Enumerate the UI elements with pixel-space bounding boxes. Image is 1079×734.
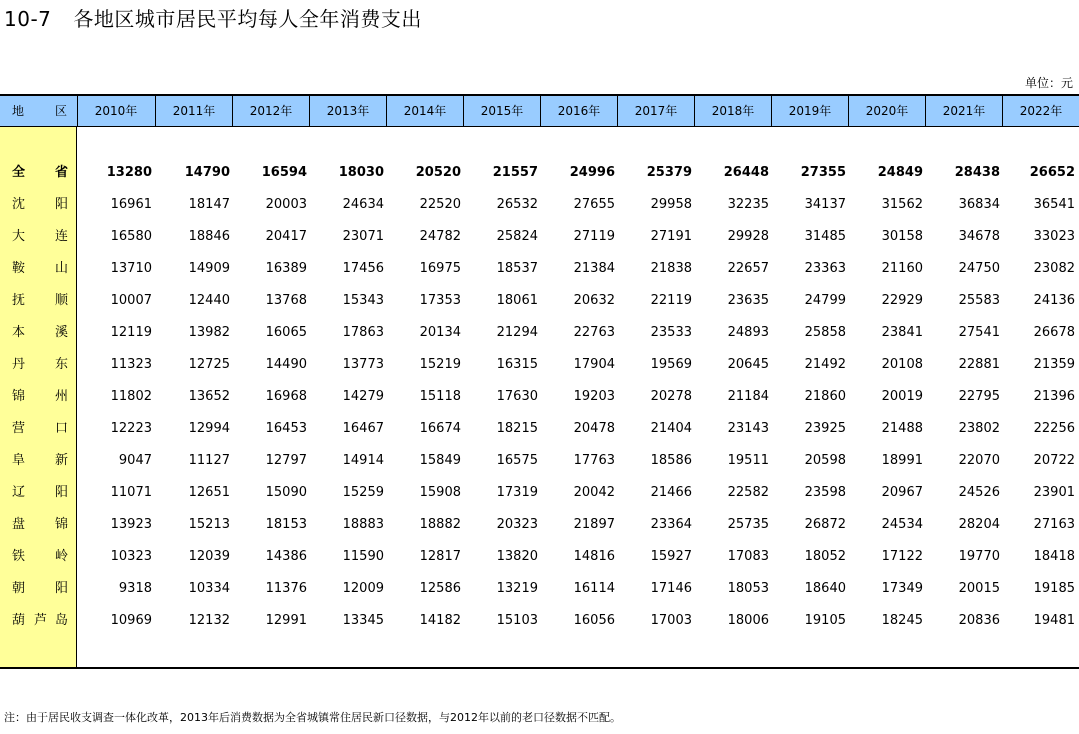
value-cell: 16961: [110, 197, 152, 212]
region-name-char: 连: [55, 229, 69, 244]
value-cell: 25583: [958, 293, 1000, 308]
value-cell: 17003: [650, 613, 692, 628]
value-cell: 23841: [881, 325, 923, 340]
value-cell: 17863: [342, 325, 384, 340]
value-cell: 26532: [496, 197, 538, 212]
value-cell: 19203: [573, 389, 615, 404]
value-cell: 24782: [419, 229, 461, 244]
value-cell: 18030: [338, 165, 384, 180]
table-row: [0, 189, 1079, 221]
region-name-char: 本: [12, 325, 26, 340]
region-name-char: 盘: [12, 517, 26, 532]
value-cell: 25824: [496, 229, 538, 244]
value-cell: 12132: [188, 613, 230, 628]
value-cell: 9318: [118, 581, 152, 596]
value-cell: 22795: [958, 389, 1000, 404]
value-cell: 17763: [573, 453, 615, 468]
value-cell: 21294: [496, 325, 538, 340]
value-cell: 22881: [958, 357, 1000, 372]
value-cell: 17456: [342, 261, 384, 276]
region-name-char: 锦: [55, 517, 69, 532]
region-name-cell: [0, 157, 77, 189]
header-year-cell: 2018年: [694, 96, 771, 126]
value-cell: 18215: [496, 421, 538, 436]
value-cell: 36834: [958, 197, 1000, 212]
value-cell: 23363: [804, 261, 846, 276]
region-name-char: 芦: [34, 613, 48, 628]
value-cell: 19185: [1033, 581, 1075, 596]
value-cell: 15259: [342, 485, 384, 500]
value-cell: 16580: [110, 229, 152, 244]
value-cell: 12009: [342, 581, 384, 596]
value-cell: 17122: [881, 549, 923, 564]
value-cell: 14816: [573, 549, 615, 564]
value-cell: 26652: [1029, 165, 1075, 180]
value-cell: 16315: [496, 357, 538, 372]
region-name-cell: [0, 221, 77, 253]
value-cell: 15927: [650, 549, 692, 564]
value-cell: 18586: [650, 453, 692, 468]
value-cell: 31562: [881, 197, 923, 212]
value-cell: 22657: [727, 261, 769, 276]
region-name-cell: [0, 285, 77, 317]
value-cell: 34137: [804, 197, 846, 212]
value-cell: 21404: [650, 421, 692, 436]
table-row: [0, 509, 1079, 541]
region-name-cell: [0, 573, 77, 605]
value-cell: 23802: [958, 421, 1000, 436]
value-cell: 18991: [881, 453, 923, 468]
value-cell: 12119: [110, 325, 152, 340]
header-region-cell: [0, 96, 77, 126]
table-header-row: [0, 96, 1079, 127]
region-name-char: 州: [55, 389, 69, 404]
value-cell: 23533: [650, 325, 692, 340]
value-cell: 23598: [804, 485, 846, 500]
value-cell: 15219: [419, 357, 461, 372]
value-cell: 14386: [265, 549, 307, 564]
value-cell: 20598: [804, 453, 846, 468]
value-cell: 11802: [110, 389, 152, 404]
header-year-cell: 2014年: [386, 96, 463, 126]
value-cell: 27541: [958, 325, 1000, 340]
value-cell: 12223: [110, 421, 152, 436]
value-cell: 20478: [573, 421, 615, 436]
table-row: [0, 317, 1079, 349]
value-cell: 12586: [419, 581, 461, 596]
value-cell: 20632: [573, 293, 615, 308]
value-cell: 11590: [342, 549, 384, 564]
table-title-text: 各地区城市居民平均每人全年消费支出: [73, 7, 422, 31]
value-cell: 18418: [1033, 549, 1075, 564]
value-cell: 13345: [342, 613, 384, 628]
value-cell: 10323: [110, 549, 152, 564]
header-year-cell: 2013年: [309, 96, 386, 126]
value-cell: 20520: [415, 165, 461, 180]
value-cell: 20108: [881, 357, 923, 372]
value-cell: 16114: [573, 581, 615, 596]
region-name-cell: [0, 381, 77, 413]
value-cell: 13710: [110, 261, 152, 276]
value-cell: 21359: [1033, 357, 1075, 372]
value-cell: 17083: [727, 549, 769, 564]
value-cell: 10007: [110, 293, 152, 308]
value-cell: 18640: [804, 581, 846, 596]
value-cell: 15343: [342, 293, 384, 308]
region-name-cell: [0, 253, 77, 285]
region-name-char: 岛: [55, 613, 69, 628]
value-cell: 17904: [573, 357, 615, 372]
value-cell: 12440: [188, 293, 230, 308]
region-name-cell: [0, 541, 77, 573]
region-name-char: 省: [55, 165, 69, 180]
value-cell: 23925: [804, 421, 846, 436]
table-row: [0, 349, 1079, 381]
value-cell: 16065: [265, 325, 307, 340]
value-cell: 23635: [727, 293, 769, 308]
value-cell: 30158: [881, 229, 923, 244]
value-cell: 20278: [650, 389, 692, 404]
value-cell: 19511: [727, 453, 769, 468]
value-cell: 12651: [188, 485, 230, 500]
table-row: [0, 605, 1079, 637]
value-cell: 28204: [958, 517, 1000, 532]
value-cell: 13820: [496, 549, 538, 564]
value-cell: 16594: [261, 165, 307, 180]
value-cell: 26872: [804, 517, 846, 532]
region-name-char: 阜: [12, 453, 26, 468]
value-cell: 22520: [419, 197, 461, 212]
value-cell: 21384: [573, 261, 615, 276]
value-cell: 18147: [188, 197, 230, 212]
region-name-cell: [0, 317, 77, 349]
unit-label: 单位：元: [1024, 76, 1073, 90]
value-cell: 12994: [188, 421, 230, 436]
value-cell: 20967: [881, 485, 923, 500]
value-cell: 13280: [106, 165, 152, 180]
region-name-char: 阳: [55, 581, 69, 596]
value-cell: 22256: [1033, 421, 1075, 436]
value-cell: 17319: [496, 485, 538, 500]
value-cell: 20015: [958, 581, 1000, 596]
value-cell: 19569: [650, 357, 692, 372]
value-cell: 22929: [881, 293, 923, 308]
value-cell: 12797: [265, 453, 307, 468]
value-cell: 19481: [1033, 613, 1075, 628]
value-cell: 11127: [188, 453, 230, 468]
value-cell: 29958: [650, 197, 692, 212]
value-cell: 21492: [804, 357, 846, 372]
value-cell: 23082: [1033, 261, 1075, 276]
header-year-cell: 2021年: [925, 96, 1002, 126]
value-cell: 23143: [727, 421, 769, 436]
table-row: [0, 445, 1079, 477]
value-cell: 15908: [419, 485, 461, 500]
value-cell: 24893: [727, 325, 769, 340]
value-cell: 22070: [958, 453, 1000, 468]
value-cell: 23901: [1033, 485, 1075, 500]
value-cell: 15090: [265, 485, 307, 500]
value-cell: 21396: [1033, 389, 1075, 404]
value-cell: 20134: [419, 325, 461, 340]
value-cell: 21184: [727, 389, 769, 404]
table-row: [0, 541, 1079, 573]
value-cell: 17146: [650, 581, 692, 596]
header-year-cell: 2015年: [463, 96, 540, 126]
value-cell: 23071: [342, 229, 384, 244]
table-bottom-rule: [0, 667, 1079, 669]
value-cell: 20836: [958, 613, 1000, 628]
region-name-char: 顺: [55, 293, 69, 308]
value-cell: 20722: [1033, 453, 1075, 468]
value-cell: 21860: [804, 389, 846, 404]
value-cell: 20003: [265, 197, 307, 212]
value-cell: 15849: [419, 453, 461, 468]
footnote: 注：由于居民收支调查一体化改革，2013年后消费数据为全省城镇常住居民新口径数据，与2012年以前的老口径数据不匹配。: [4, 711, 621, 724]
value-cell: 27163: [1033, 517, 1075, 532]
table-number: 10-7: [4, 7, 52, 31]
value-cell: 24634: [342, 197, 384, 212]
value-cell: 21466: [650, 485, 692, 500]
value-cell: 24849: [877, 165, 923, 180]
value-cell: 20042: [573, 485, 615, 500]
region-name-char: 全: [12, 165, 26, 180]
value-cell: 13923: [110, 517, 152, 532]
header-year-cell: 2022年: [1002, 96, 1079, 126]
region-name-char: 辽: [12, 485, 26, 500]
value-cell: 20417: [265, 229, 307, 244]
value-cell: 13982: [188, 325, 230, 340]
value-cell: 18846: [188, 229, 230, 244]
value-cell: 21838: [650, 261, 692, 276]
value-cell: 16467: [342, 421, 384, 436]
value-cell: 13768: [265, 293, 307, 308]
value-cell: 22119: [650, 293, 692, 308]
table-row: [0, 381, 1079, 413]
value-cell: 24799: [804, 293, 846, 308]
region-name-cell: [0, 349, 77, 381]
table-row: [0, 413, 1079, 445]
value-cell: 15118: [419, 389, 461, 404]
value-cell: 32235: [727, 197, 769, 212]
region-name-cell: [0, 189, 77, 221]
value-cell: 18537: [496, 261, 538, 276]
table-title: [4, 6, 422, 32]
value-cell: 18053: [727, 581, 769, 596]
value-cell: 14914: [342, 453, 384, 468]
value-cell: 24750: [958, 261, 1000, 276]
value-cell: 21160: [881, 261, 923, 276]
value-cell: 16056: [573, 613, 615, 628]
value-cell: 31485: [804, 229, 846, 244]
value-cell: 25379: [646, 165, 692, 180]
region-name-char: 朝: [12, 581, 26, 596]
value-cell: 18883: [342, 517, 384, 532]
value-cell: 20323: [496, 517, 538, 532]
region-name-char: 铁: [12, 549, 26, 564]
table-row: [0, 221, 1079, 253]
value-cell: 27191: [650, 229, 692, 244]
region-name-char: 营: [12, 421, 26, 436]
value-cell: 17349: [881, 581, 923, 596]
value-cell: 26678: [1033, 325, 1075, 340]
value-cell: 25858: [804, 325, 846, 340]
value-cell: 18153: [265, 517, 307, 532]
header-year-cell: 2020年: [848, 96, 925, 126]
value-cell: 18061: [496, 293, 538, 308]
value-cell: 20645: [727, 357, 769, 372]
value-cell: 14490: [265, 357, 307, 372]
value-cell: 12725: [188, 357, 230, 372]
region-name-cell: [0, 413, 77, 445]
region-name-cell: [0, 445, 77, 477]
region-name-char: 新: [55, 453, 69, 468]
value-cell: 14909: [188, 261, 230, 276]
value-cell: 16575: [496, 453, 538, 468]
value-cell: 24534: [881, 517, 923, 532]
header-year-cell: 2012年: [232, 96, 309, 126]
value-cell: 13219: [496, 581, 538, 596]
region-name-char: 抚: [12, 293, 26, 308]
value-cell: 22763: [573, 325, 615, 340]
value-cell: 12991: [265, 613, 307, 628]
table-row: [0, 253, 1079, 285]
table-row: [0, 573, 1079, 605]
value-cell: 16389: [265, 261, 307, 276]
value-cell: 14790: [184, 165, 230, 180]
value-cell: 12039: [188, 549, 230, 564]
value-cell: 16968: [265, 389, 307, 404]
value-cell: 24996: [569, 165, 615, 180]
value-cell: 20019: [881, 389, 923, 404]
header-year-cell: 2016年: [540, 96, 617, 126]
value-cell: 29928: [727, 229, 769, 244]
region-name-char: 大: [12, 229, 26, 244]
header-region-char-2: 区: [55, 104, 68, 118]
value-cell: 17353: [419, 293, 461, 308]
header-region-char-1: 地: [12, 104, 25, 118]
value-cell: 27119: [573, 229, 615, 244]
header-year-cell: 2017年: [617, 96, 694, 126]
value-cell: 36541: [1033, 197, 1075, 212]
value-cell: 18882: [419, 517, 461, 532]
value-cell: 15103: [496, 613, 538, 628]
value-cell: 10969: [110, 613, 152, 628]
region-name-char: 鞍: [12, 261, 26, 276]
header-year-cell: 2019年: [771, 96, 848, 126]
value-cell: 18245: [881, 613, 923, 628]
value-cell: 28438: [954, 165, 1000, 180]
value-cell: 23364: [650, 517, 692, 532]
region-name-char: 东: [55, 357, 69, 372]
region-name-cell: [0, 509, 77, 541]
table-row: [0, 157, 1079, 189]
region-name-cell: [0, 477, 77, 509]
value-cell: 18052: [804, 549, 846, 564]
value-cell: 17630: [496, 389, 538, 404]
value-cell: 24526: [958, 485, 1000, 500]
value-cell: 24136: [1033, 293, 1075, 308]
table-row: [0, 477, 1079, 509]
value-cell: 16975: [419, 261, 461, 276]
value-cell: 25735: [727, 517, 769, 532]
region-name-char: 溪: [55, 325, 69, 340]
value-cell: 12817: [419, 549, 461, 564]
value-cell: 11323: [110, 357, 152, 372]
table-row: [0, 285, 1079, 317]
region-name-char: 山: [55, 261, 69, 276]
region-name-char: 葫: [12, 613, 26, 628]
value-cell: 11071: [110, 485, 152, 500]
value-cell: 27355: [800, 165, 846, 180]
region-name-char: 口: [55, 421, 69, 436]
value-cell: 22582: [727, 485, 769, 500]
value-cell: 19105: [804, 613, 846, 628]
region-name-cell: [0, 605, 77, 637]
value-cell: 21897: [573, 517, 615, 532]
value-cell: 13773: [342, 357, 384, 372]
value-cell: 13652: [188, 389, 230, 404]
value-cell: 26448: [723, 165, 769, 180]
value-cell: 21488: [881, 421, 923, 436]
region-name-char: 丹: [12, 357, 26, 372]
value-cell: 15213: [188, 517, 230, 532]
header-year-cell: 2010年: [77, 96, 154, 126]
region-name-char: 阳: [55, 197, 69, 212]
value-cell: 9047: [118, 453, 152, 468]
value-cell: 19770: [958, 549, 1000, 564]
region-name-char: 岭: [55, 549, 69, 564]
region-name-char: 沈: [12, 197, 26, 212]
value-cell: 10334: [188, 581, 230, 596]
value-cell: 33023: [1033, 229, 1075, 244]
value-cell: 21557: [492, 165, 538, 180]
value-cell: 34678: [958, 229, 1000, 244]
region-name-char: 锦: [12, 389, 26, 404]
value-cell: 14279: [342, 389, 384, 404]
value-cell: 11376: [265, 581, 307, 596]
value-cell: 18006: [727, 613, 769, 628]
value-cell: 27655: [573, 197, 615, 212]
header-year-cell: 2011年: [155, 96, 232, 126]
value-cell: 14182: [419, 613, 461, 628]
region-name-char: 阳: [55, 485, 69, 500]
value-cell: 16674: [419, 421, 461, 436]
value-cell: 16453: [265, 421, 307, 436]
